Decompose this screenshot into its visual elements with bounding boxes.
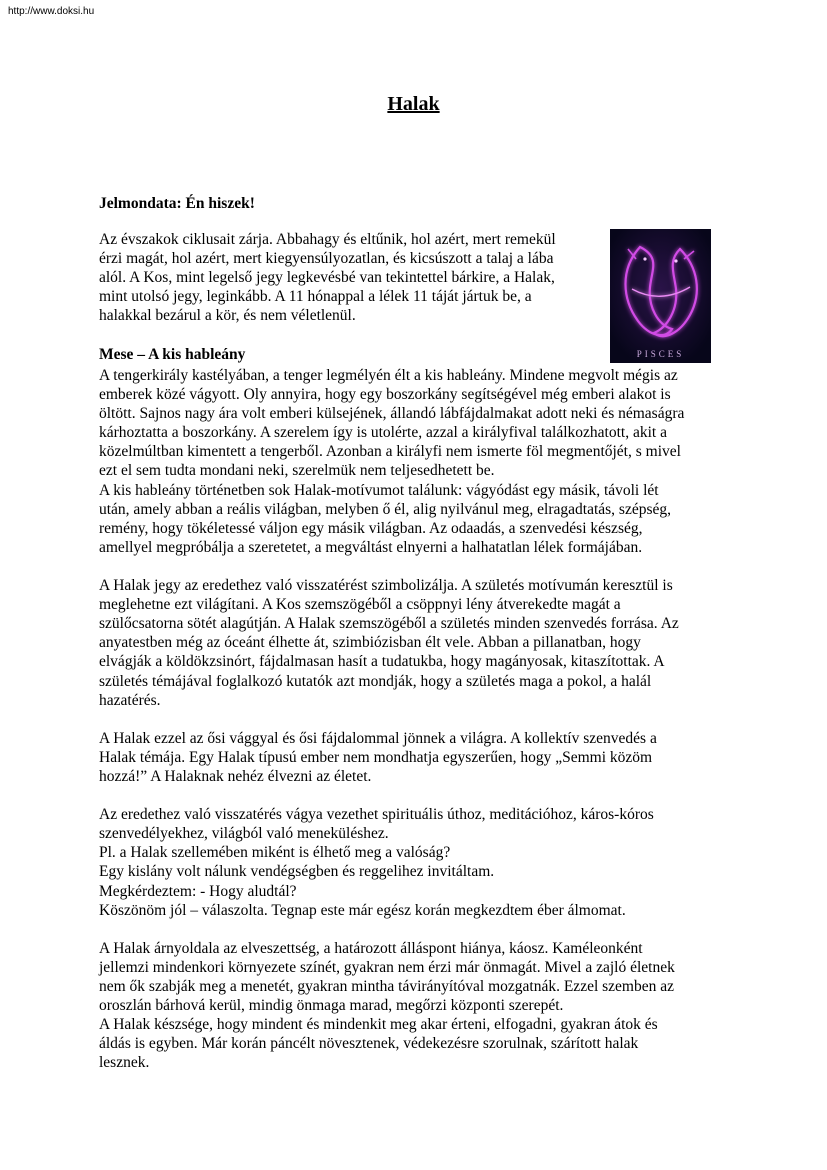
text-line: lesznek.: [99, 1054, 150, 1072]
paragraph: [99, 576, 739, 710]
body-text: [99, 366, 739, 1092]
text-line: Az évszakok ciklusait zárja. Abbahagy és eltűnik, hol azért, mert remekül: [99, 231, 556, 248]
paragraph: [99, 939, 739, 1073]
text-line: Megkérdeztem: - Hogy aludtál?: [99, 882, 297, 900]
intro-paragraph: [99, 230, 599, 325]
text-line: kárhoztatta a boszorkány. A szerelem így is utolérte, azzal a királyfival találkozhatott, akit a: [99, 424, 667, 442]
text-line: hozzá!” A Halaknak nehéz élvezni az életet.: [99, 767, 372, 785]
text-line: öltött. Sajnos nagy ára volt emberi külsejének, állandó lábfájdalmakat adott neki és némaságra: [99, 405, 685, 423]
text-line: remény, hogy tökéletessé váljon egy másik világban. Az odaadás, a szenvedési készség,: [99, 519, 643, 537]
text-line: közelmúltban kimentett a tengerből. Azonban a királyfi nem ismerte föl megmentőjét, s mivel: [99, 443, 681, 461]
text-line: érzi magát, hol azért, mert kiegyensúlyozatlan, és kicsúszott a talaj a lába: [99, 250, 554, 267]
text-line: amellyel megpróbálja a szeretetet, a megváltást elnyerni a halhatatlan lélek formájában.: [99, 538, 643, 556]
text-line: Pl. a Halak szellemében miként is élhető meg a valóság?: [99, 844, 451, 862]
text-line: után, amely abban a reális világban, melyben ő él, alig nyilvánul meg, elragadtatás, szépség,: [99, 500, 672, 518]
text-line: Halak témája. Egy Halak típusú ember nem mondhatja egyszerűen, hogy „Semmi közöm: [99, 748, 653, 766]
text-line: Az eredethez való visszatérés vágya vezethet spirituális úthoz, meditációhoz, káros-kóros: [99, 806, 654, 824]
text-line: anyatestben még az óceánt élhette át, szimbiózisban élt vele. Abban a pillanatban, hogy: [99, 634, 641, 652]
text-line: alól. A Kos, mint legelső jegy legkevésbé van tekintettel bárkire, a Halak,: [99, 269, 555, 286]
text-line: nem ők szabják meg a menetét, gyakran mintha távirányítóval mozgatnák. Ezzel szemben az: [99, 978, 674, 995]
text-line: A Halak árnyoldala az elveszettség, a határozott álláspont hiánya, káosz. Kaméleonként: [99, 939, 643, 957]
text-line: szenvedélyekhez, világból való meneküléshez.: [99, 825, 389, 843]
pisces-caption: PISCES: [636, 349, 685, 359]
pisces-zodiac-image: [610, 229, 711, 363]
text-line: ezt el sem tudta mondani neki, szerelmük nem teljesedhetett be.: [99, 462, 495, 480]
page-title: Halak: [387, 93, 440, 115]
text-line: A Halak jegy az eredethez való visszatérést szimbolizálja. A születés motívumán keresztül is: [99, 577, 673, 595]
text-line: meglehetne ezt világítani. A Kos szemszögéből a csöppnyi lény átverekedte magát a: [99, 596, 621, 614]
motto-heading: Jelmondata: Én hiszek!: [99, 195, 255, 212]
text-line: áldás is egyben. Már korán páncélt növesztenek, védekezésre szorulnak, szárított halak: [99, 1035, 639, 1053]
text-line: emberek közé vágyott. Oly annyira, hogy egy boszorkány segítségével még emberi alakot is: [99, 386, 671, 404]
paragraph: [99, 366, 739, 557]
paragraph: [99, 805, 739, 920]
paragraph: [99, 729, 739, 786]
text-line: elvágják a köldökzsinórt, fájdalmasan hasít a tudatukba, hogy magányosak, kitaszítottak. A: [99, 653, 665, 671]
section-heading-mese: Mese – A kis hableány: [99, 346, 246, 363]
text-line: jellemzi mindenkori környezete színét, gyakran nem érzi már önmagát. Mivel a zajló életnek: [99, 958, 675, 976]
text-line: A Halak készsége, hogy mindent és mindenkit meg akar érteni, elfogadni, gyakran átok és: [99, 1016, 658, 1034]
pisces-fish-icon: [610, 229, 711, 363]
text-line: halakkal bezárul a kör, és nem véletlenül.: [99, 307, 356, 324]
text-line: A Halak ezzel az ősi vággyal és ősi fájdalommal jönnek a világra. A kollektív szenvedés a: [99, 729, 657, 747]
text-line: Egy kislány volt nálunk vendégségben és reggelihez invitáltam.: [99, 863, 495, 881]
text-line: A tengerkirály kastélyában, a tenger legmélyén élt a kis hableány. Mindene megvolt mégis az: [99, 367, 678, 384]
text-line: oroszlán bárhová kerül, mindig önmaga marad, megőrzi központi szerepét.: [99, 997, 564, 1015]
text-line: születés témájával foglalkozó kutatók azt mondják, hogy a születés maga a pokol, a halál: [99, 672, 652, 690]
text-line: A kis hableány történetben sok Halak-motívumot találunk: vágyódást egy másik, távoli lét: [99, 481, 659, 499]
text-line: hazatérés.: [99, 691, 161, 709]
text-line: Köszönöm jól – válaszolta. Tegnap este már egész korán megkezdtem éber álmomat.: [99, 901, 626, 919]
source-url: http://www.doksi.hu: [8, 6, 95, 17]
text-line: szülőcsatorna sötét alagútján. A Halak szemszögéből a születés minden szenvedés forrása. Az: [99, 615, 679, 633]
text-line: mint utolsó jegy, leginkább. A 11 hónappal a lélek 11 táját jártuk be, a: [99, 288, 532, 305]
